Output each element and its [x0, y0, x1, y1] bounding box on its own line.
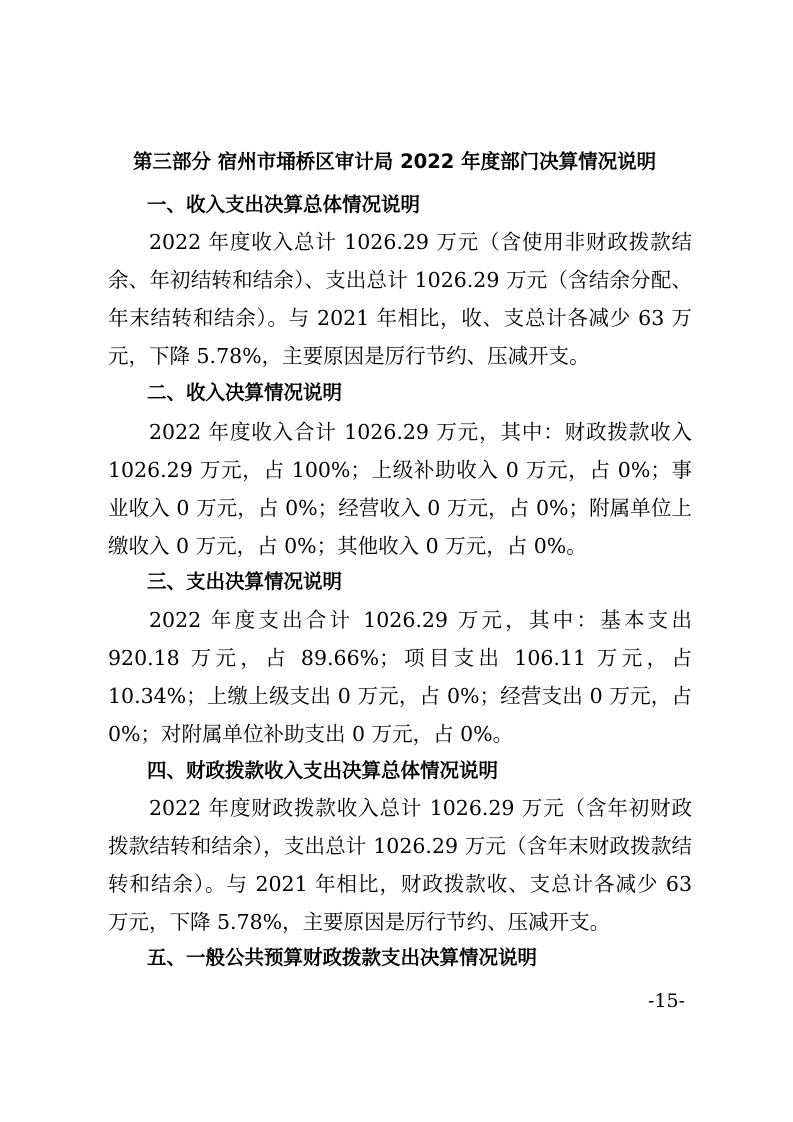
section-heading-3: 三、支出决算情况说明 [147, 570, 343, 593]
section-paragraph-1: 2022 年度收入总计 1026.29 万元（含使用非财政拨款结余、年初结转和结余）、支出总计 1026.29 万元（含结余分配、年末结转和结余）。与 2021 年相比，收、支总计各减少 63 万元，下降 5.78%，主要原因是厉行节约、压减开支。 [108, 230, 692, 368]
document-title: 第三部分 宿州市埇桥区审计局 2022 年度部门决算情况说明 [133, 150, 657, 173]
section-paragraph-2: 2022 年度收入合计 1026.29 万元，其中：财政拨款收入 1026.29 万元，占 100%；上级补助收入 0 万元，占 0%；事业收入 0 万元，占 0%；经营收入 0 万元，占 0%；附属单位上缴收入 0 万元，占 0%；其他收入 0 万元，占 0%。 [108, 420, 692, 558]
section-paragraph-4: 2022 年度财政拨款收入总计 1026.29 万元（含年初财政拨款结转和结余），支出总计 1026.29 万元（含年末财政拨款结转和结余）。与 2021 年相比，财政拨款收、支总计各减少 63 万元，下降 5.78%，主要原因是厉行节约、压减开支。 [108, 796, 692, 934]
section-heading-5: 五、一般公共预算财政拨款支出决算情况说明 [147, 946, 538, 969]
section-heading-4: 四、财政拨款收入支出决算总体情况说明 [147, 759, 499, 782]
section-heading-2: 二、收入决算情况说明 [147, 381, 343, 404]
page-number: -15- [648, 990, 686, 1012]
section-heading-1: 一、收入支出决算总体情况说明 [147, 193, 421, 216]
section-paragraph-3: 2022 年度支出合计 1026.29 万元，其中：基本支出 920.18 万元，占 89.66%；项目支出 106.11 万元，占 10.34%；上缴上级支出 0 万元，占 0%；经营支出 0 万元，占 0%；对附属单位补助支出 0 万元，占 0%。 [108, 608, 692, 746]
